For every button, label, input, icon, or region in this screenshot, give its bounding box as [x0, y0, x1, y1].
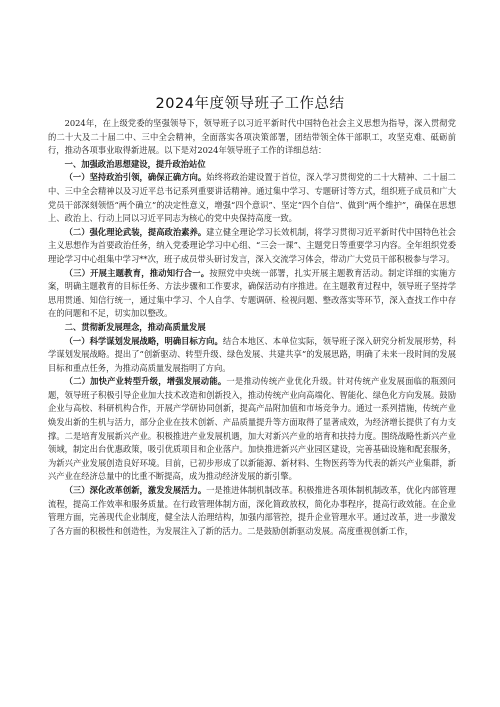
paragraph [48, 226, 456, 267]
intro-paragraph: 2024年，在上级党委的坚强领导下，领导班子以习近平新时代中国特色社会主义思想为指导，深入贯彻党的二十大及二十届二中、三中全会精神，全面落实各项决策部署，团结带领全体干部职工，攻坚克难、砥砺前行，推动各项事业取得新进展。以下是对2024年领导班子工作的详细总结： [48, 118, 456, 156]
section-heading-1: 一、加强政治思想建设，提升政治站位 [64, 158, 206, 169]
paragraph [48, 267, 456, 321]
document-title: 2024年度领导班子工作总结 [155, 96, 345, 112]
section-heading-2: 二、贯彻新发展理念，推动高质量发展 [64, 321, 206, 332]
paragraph-text: 结合本地区、本单位实际，领导班子深入研究分析发展形势，科学谋划发展战略。提出了“创新驱动、转型升级、绿色发展、共建共享”的发展思路，明确了未来一段时间的发展目标和重点任务，为推动高质量发展指明了方向。 [48, 335, 456, 373]
paragraph-text: 始终将政治建设置于首位，深入学习贯彻党的二十大精神、二十届二中、三中全会精神以及习近平总书记系列重要讲话精神。通过集中学习、专题研讨等方式，组织班子成员和广大党员干部深刻领悟“两个确立”的决定性意义，增强“四个意识”、坚定“四个自信”、做到“两个维护”，确保在思想上、政治上、行动上同以习近平同志为核心的党中央保持高度一致。 [48, 172, 456, 224]
paragraph-text: 一是推动传统产业优化升级。针对传统产业发展面临的瓶颈问题，领导班子积极引导企业加大技术改造和创新投入，推动传统产业向高端化、智能化、绿色化方向发展。鼓励企业与高校、科研机构合作，开展产学研协同创新，提高产品附加值和市场竞争力。通过一系列措施，传统产业焕发出新的生机与活力，部分企业在技术创新、产品质量提升等方面取得了显著成效，为经济增长提供了有力支撑。二是培育发展新兴产业。积极推进产业发展机遇，加大对新兴产业的培育和扶持力度。围绕战略性新兴产业领域，制定出台优惠政策，吸引优质项目和企业落户。加快推进新兴产业园区建设，完善基础设施和配套服务，为新兴产业发展创造良好环境。目前，已初步形成了以新能源、新材料、生物医药等为代表的新兴产业集群，新兴产业在经济总量中的比重不断提高，成为推动经济发展的新引擎。 [48, 376, 456, 482]
paragraph-lead: （二）强化理论武装，提高政治素养。 [64, 226, 207, 237]
document-body [48, 117, 456, 538]
paragraph [48, 335, 456, 376]
paragraph [48, 484, 456, 538]
paragraph-lead: （三）开展主题教育，推动知行合一。 [64, 267, 210, 278]
paragraph-lead: （三）深化改革创新，激发发展活力。 [64, 485, 207, 496]
paragraph [48, 171, 456, 225]
paragraph-lead: （二）加快产业转型升级，增强发展动能。 [64, 376, 227, 387]
paragraph-text: 按照党中央统一部署，扎实开展主题教育活动。制定详细的实施方案，明确主题教育的目标任务、方法步骤和工作要求，确保活动有序推进。在主题教育过程中，领导班子坚持学思用贯通、知信行统一，通过集中学习、个人自学、专题调研、检视问题、整改落实等环节，深入查找工作中存在的问题和不足，切实加以整改。 [48, 267, 456, 319]
paragraph-lead: （一）坚持政治引领，确保正确方向。 [64, 172, 207, 183]
paragraph-text: 一是推进体制机制改革。积极推进各项体制机制改革，优化内部管理流程，提高工作效率和服务质量。在行政管理体制方面，深化简政放权，简化办事程序，提高行政效能。在企业管理方面，完善现代企业制度，健全法人治理结构，加强内部管控，提升企业管理水平。通过改革，进一步激发了各方面的积极性和创造性，为发展注入了新的活力。二是鼓励创新驱动发展。高度重视创新工作， [48, 485, 456, 536]
paragraph-lead: （一）科学谋划发展战略，明确目标方向。 [64, 335, 223, 346]
paragraph [48, 375, 456, 484]
paragraph-text: 建立健全理论学习长效机制，将学习贯彻习近平新时代中国特色社会主义思想作为首要政治任务，纳入党委理论学习中心组、“三会一课”、主题党日等重要学习内容。全年组织党委理论学习中心组集中学习**次，班子成员带头研讨发言，深入交流学习体会，带动广大党员干部积极参与学习。 [48, 226, 456, 264]
